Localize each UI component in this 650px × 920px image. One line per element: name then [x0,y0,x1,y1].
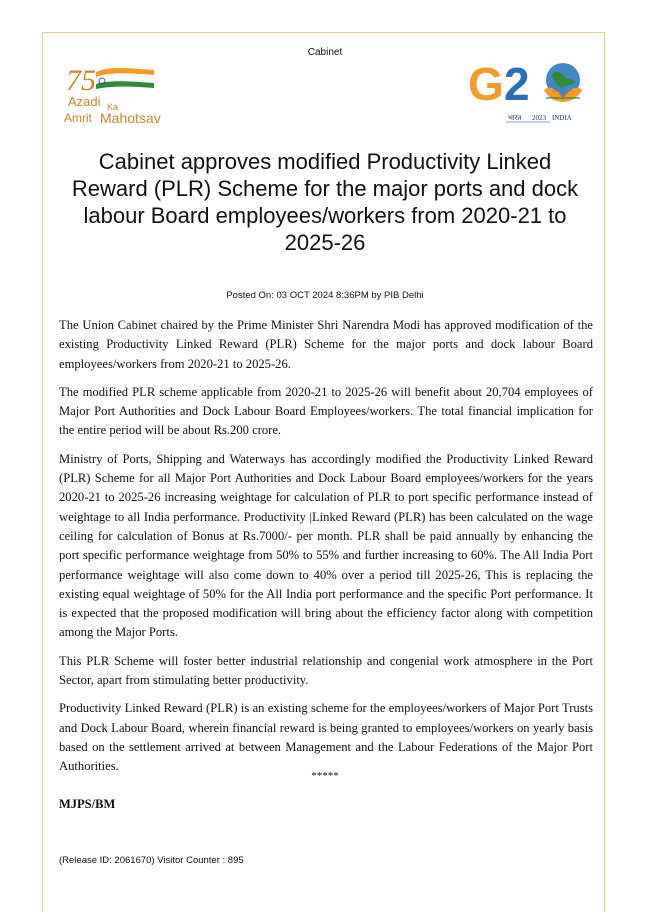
signature-initials: MJPS/BM [59,797,116,811]
globe-lotus-icon [544,63,582,102]
paragraph-5: Productivity Linked Reward (PLR) is an existing scheme for the employees/workers of Major Port Trusts and Dock Labour Board, wherein financial reward is being granted to employees/workers on yearly basis based on the settlement arrived at between Management and the Labour Federations of the Major Port Authorities. [59,701,593,774]
posted-on-line: Posted On: 03 OCT 2024 8:36PM by PIB Delhi [226,290,424,301]
g20-caption-hindi: भारत [508,114,522,122]
logo-azadi: Azadi [68,94,101,109]
press-release-body [59,316,593,786]
paragraph-3: Ministry of Ports, Shipping and Waterways has accordingly modified the Productivity Linked Reward (PLR) Scheme for all Major Port Authorities and Dock Labour Board employees/workers for the years 2020-21 to 2025-26 increasing weightage for calculation of PLR to port specific performance instead of weightage to all India performance. Productivity |Linked Reward (PLR) has been calculated on the wage ceiling for calculation of Bonus at Rs.7000/- per month. PLR shall be paid annually by enhancing the port specific performance weightage from 50% to 55% and further increasing to 60%. The All India Port performance weightage will also come down to 40% over a period till 2025-26, This is replacing the existing equal weightage of 50% for the All India port performance and the specific Port performance. It is expected that the proposed modification will bring about the efficiency factor along with competition among the Major Ports. [59,451,593,640]
paragraph-2: The modified PLR scheme applicable from 2020-21 to 2025-26 will benefit about 20,704 employees of Major Port Authorities and Dock Labour Board Employees/workers. The total financial implication for the entire period will be about Rs.200 crore. [59,384,593,438]
paragraph-1: The Union Cabinet chaired by the Prime Minister Shri Narendra Modi has approved modification of the existing Productivity Linked Reward (PLR) Scheme for the major ports and dock labour Board employees/workers from 2020-21 to 2025-26. [59,318,593,371]
paragraph-4: This PLR Scheme will foster better industrial relationship and congenial work atmosphere in the Port Sector, apart from stimulating better productivity. [59,653,593,688]
logo-ka: Ka [107,102,119,112]
logo-amrit: Amrit [64,111,92,125]
g20-caption-year: 2023 [532,114,546,122]
release-id-visitor-counter: (Release ID: 2061670) Visitor Counter : 895 [59,855,244,866]
g20-letter-g: G [468,58,504,110]
azadi-ka-amrit-mahotsav-logo [62,60,182,128]
g20-india-logo [466,56,592,126]
g20-digit-2: 2 [504,58,530,110]
logo-mahotsav: Mahotsav [100,110,161,126]
g20-caption-country: INDIA [552,114,572,122]
press-release-title: Cabinet approves modified Productivity Linked Reward (PLR) Scheme for the major ports and dock labour Board employees/workers from 2020-21 to 2025-26 [71,149,579,255]
category-label: Cabinet [307,47,343,58]
logo-number-75: 75 [66,64,96,97]
separator-stars: ***** [311,770,339,782]
